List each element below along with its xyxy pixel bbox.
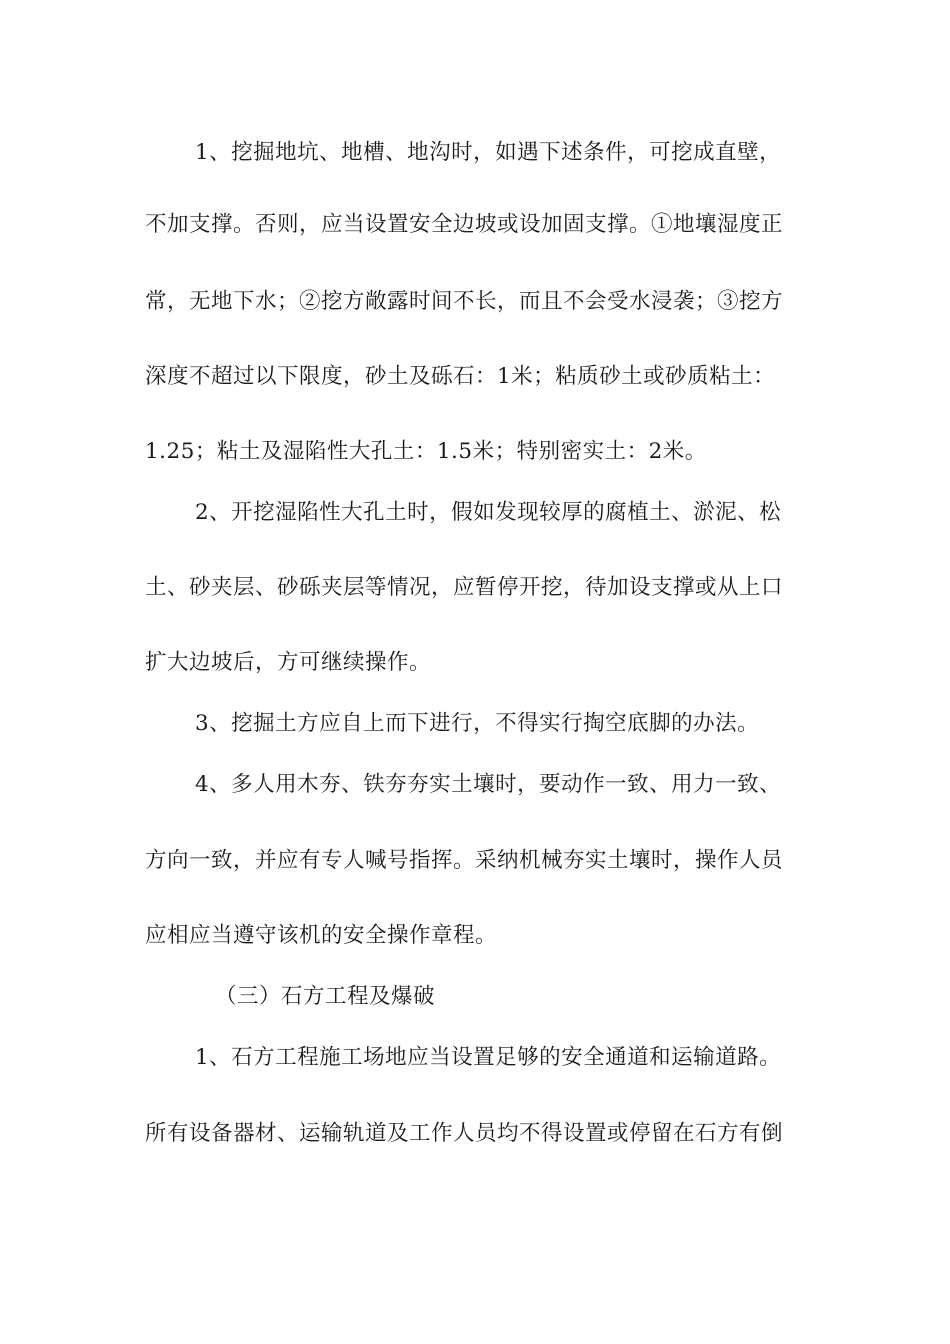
paragraph-line: 土、砂夹层、砂砾夹层等情况，应暂停开挖，待加设支撑或从上口 — [145, 575, 784, 600]
paragraph-line: 常，无地下水；②挖方敞露时间不长，而且不会受水浸袭；③挖方 — [145, 289, 784, 314]
paragraph-line: 不加支撑。否则，应当设置安全边坡或设加固支撑。①地壤湿度正 — [145, 212, 784, 237]
paragraph-line: 深度不超过以下限度，砂土及砾石：1米；粘质砂土或砂质粘土： — [145, 364, 776, 389]
paragraph-line: 1、石方工程施工场地应当设置足够的安全通道和运输道路。 — [195, 1045, 782, 1070]
paragraph-line: 应相应当遵守该机的安全操作章程。 — [145, 923, 498, 948]
paragraph-line: 2、开挖湿陷性大孔土时，假如发现较厚的腐植土、淤泥、松 — [195, 500, 782, 525]
paragraph-line: 扩大边坡后，方可继续操作。 — [145, 650, 432, 675]
paragraph-line: 3、挖掘土方应自上而下进行，不得实行掏空底脚的办法。 — [195, 711, 760, 736]
paragraph-line: 方向一致，并应有专人喊号指挥。采纳机械夯实土壤时，操作人员 — [145, 848, 784, 873]
paragraph-line: 4、多人用木夯、铁夯夯实土壤时，要动作一致、用力一致、 — [195, 772, 782, 797]
paragraph-line: 1、挖掘地坑、地槽、地沟时，如遇下述条件，可挖成直壁， — [195, 140, 782, 165]
paragraph-line: 1.25；粘土及湿陷性大孔土：1.5米；特别密实土：2米。 — [145, 439, 707, 464]
section-heading: （三）石方工程及爆破 — [215, 984, 436, 1009]
paragraph-line: 所有设备器材、运输轨道及工作人员均不得设置或停留在石方有倒 — [145, 1121, 784, 1146]
